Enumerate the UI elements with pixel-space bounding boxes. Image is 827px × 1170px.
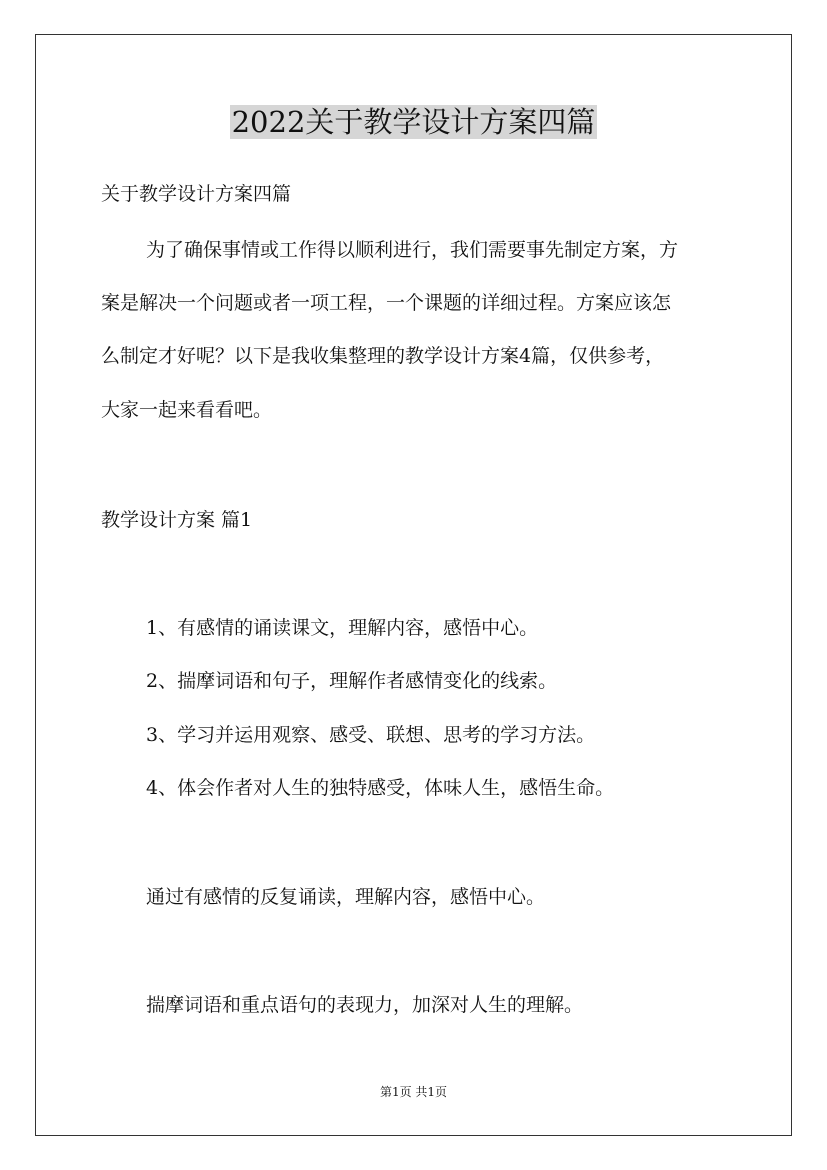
section-heading: 教学设计方案 篇1 bbox=[101, 509, 253, 531]
objective-item-4: 4、体会作者对人生的独特感受，体味人生，感悟生命。 bbox=[146, 777, 615, 799]
intro-line-1: 为了确保事情或工作得以顺利进行，我们需要事先制定方案，方 bbox=[146, 239, 679, 261]
document-title bbox=[0, 100, 827, 144]
objective-item-3: 3、学习并运用观察、感受、联想、思考的学习方法。 bbox=[146, 724, 596, 746]
page-footer: 第1页 共1页 bbox=[379, 1085, 448, 1099]
objective-item-1: 1、有感情的诵读课文，理解内容，感悟中心。 bbox=[146, 617, 539, 639]
intro-line-3: 么制定才好呢？以下是我收集整理的教学设计方案4篇，仅供参考， bbox=[101, 345, 665, 367]
document-title-text: 2022关于教学设计方案四篇 bbox=[231, 105, 596, 139]
key-point-text: 通过有感情的反复诵读，理解内容，感悟中心。 bbox=[146, 886, 546, 908]
document-subtitle: 关于教学设计方案四篇 bbox=[101, 183, 292, 205]
difficult-point-text: 揣摩词语和重点语句的表现力，加深对人生的理解。 bbox=[146, 994, 584, 1016]
intro-line-2: 案是解决一个问题或者一项工程，一个课题的详细过程。方案应该怎 bbox=[101, 292, 672, 314]
intro-line-4: 大家一起来看看吧。 bbox=[101, 399, 273, 421]
objective-item-2: 2、揣摩词语和句子，理解作者感情变化的线索。 bbox=[146, 670, 558, 692]
